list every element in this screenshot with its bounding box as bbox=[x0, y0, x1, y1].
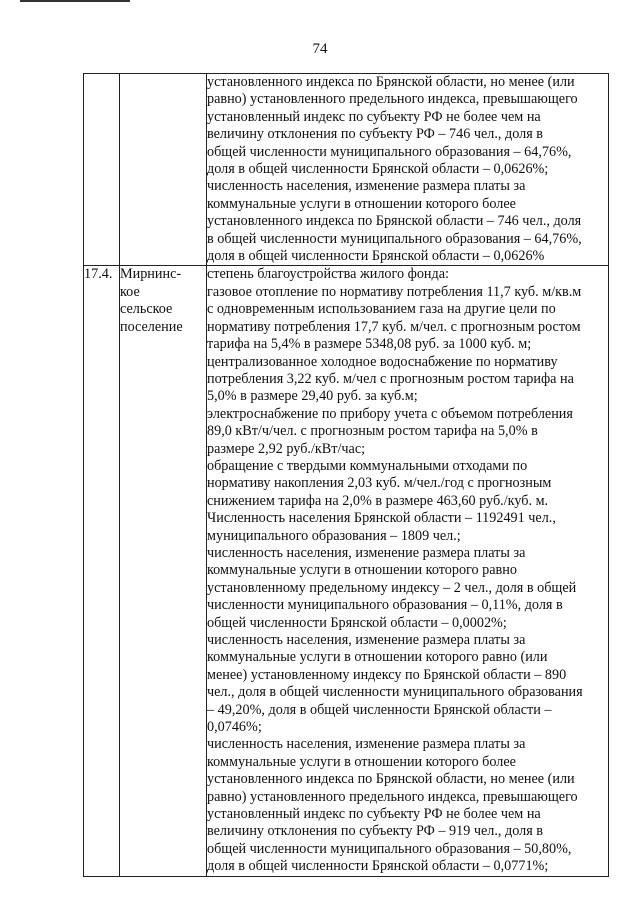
text-line: потребления 3,22 куб. м/чел с прогнозным ростом тарифа на bbox=[207, 370, 574, 387]
text-line: обращение с твердыми коммунальными отходами по bbox=[207, 457, 528, 474]
text-line: численность населения, изменение размера платы за bbox=[207, 178, 526, 195]
name-line: поселение bbox=[120, 318, 183, 335]
text-line: снижением тарифа на 2,0% в размере 463,60 руб./куб. м. bbox=[207, 492, 549, 509]
text-line: нормативу потребления 17,7 куб. м/чел. с прогнозным ростом bbox=[207, 318, 581, 335]
description-cell bbox=[207, 266, 609, 876]
name-line: Мирнинс- bbox=[120, 266, 182, 283]
scan-edge-mark bbox=[20, 0, 130, 2]
text-line: установленного индекса по Брянской области, но менее (или bbox=[207, 74, 575, 90]
text-line: численность населения, изменение размера платы за bbox=[207, 544, 526, 561]
text-line: газовое отопление по нормативу потребления 11,7 куб. м/кв.м bbox=[207, 283, 582, 300]
text-line: 0,0746%; bbox=[207, 719, 262, 736]
text-line: коммунальные услуги в отношении которого более bbox=[207, 753, 516, 770]
text-line: доля в общей численности Брянской области – 0,0626% bbox=[207, 248, 545, 265]
text-line: равно) установленного предельного индекса, превышающего bbox=[207, 91, 578, 108]
text-line: размере 2,92 руб./кВт/час; bbox=[207, 440, 366, 457]
text-line: с одновременным использованием газа на другие цели по bbox=[207, 301, 556, 318]
text-line: электроснабжение по прибору учета с объемом потребления bbox=[207, 405, 573, 422]
table-row bbox=[84, 266, 609, 876]
text-line: менее) установленному индексу по Брянской области – 890 bbox=[207, 666, 567, 683]
text-line: – 49,20%, доля в общей численности Брянской области – bbox=[207, 701, 552, 718]
text-line: нормативу накопления 2,03 куб. м/чел./год с прогнозным bbox=[207, 475, 552, 492]
text-line: коммунальные услуги в отношении которого более bbox=[207, 195, 516, 212]
row-number-cell bbox=[84, 74, 120, 266]
text-line: общей численности муниципального образования – 50,80%, bbox=[207, 840, 572, 857]
text-line: централизованное холодное водоснабжение по нормативу bbox=[207, 353, 558, 370]
text-line: Численность населения Брянской области – 1192491 чел., bbox=[207, 510, 556, 527]
text-line: общей численности Брянской области – 0,0002%; bbox=[207, 614, 507, 631]
text-line: равно) установленного предельного индекса, превышающего bbox=[207, 788, 578, 805]
text-line: доля в общей численности Брянской области – 0,0771%; bbox=[207, 858, 549, 875]
text-line: 5,0% в размере 29,40 руб. за куб.м; bbox=[207, 388, 418, 405]
text-line: установленный индекс по субъекту РФ не более чем на bbox=[207, 108, 541, 125]
table-row bbox=[84, 74, 609, 266]
text-line: тарифа на 5,4% в размере 5348,08 руб. за 1000 куб. м; bbox=[207, 336, 532, 353]
text-line: коммунальные услуги в отношении которого равно (или bbox=[207, 649, 548, 666]
text-line: 89,0 кВт/ч/чел. с прогнозным ростом тарифа на 5,0% в bbox=[207, 423, 538, 440]
name-line: сельское bbox=[120, 301, 173, 318]
text-line: величину отклонения по субъекту РФ – 919 чел., доля в bbox=[207, 823, 543, 840]
text-line: коммунальные услуги в отношении которого равно bbox=[207, 562, 517, 579]
municipality-name-cell bbox=[120, 74, 207, 266]
text-line: величину отклонения по субъекту РФ – 746 чел., доля в bbox=[207, 126, 543, 143]
text-line: численности муниципального образования – 0,11%, доля в bbox=[207, 597, 563, 614]
text-line: в общей численности муниципального образования – 64,76%, bbox=[207, 230, 582, 247]
text-line: доля в общей численности Брянской области – 0,0626%; bbox=[207, 161, 549, 178]
text-line: установленный индекс по субъекту РФ не более чем на bbox=[207, 806, 541, 823]
text-line: численность населения, изменение размера платы за bbox=[207, 736, 526, 753]
page-number: 74 bbox=[312, 41, 328, 57]
text-line: степень благоустройства жилого фонда: bbox=[207, 266, 449, 283]
row-number-cell: 17.4. bbox=[84, 266, 120, 876]
name-line: кое bbox=[120, 283, 140, 300]
text-line: установленному предельному индексу – 2 чел., доля в общей bbox=[207, 579, 577, 596]
municipality-name-cell bbox=[120, 266, 207, 876]
text-line: муниципального образования – 1809 чел.; bbox=[207, 527, 461, 544]
text-line: общей численности муниципального образования – 64,76%, bbox=[207, 143, 572, 160]
text-line: чел., доля в общей численности муниципального образования bbox=[207, 684, 583, 701]
text-line: установленного индекса по Брянской области, но менее (или bbox=[207, 771, 575, 788]
municipal-data-table bbox=[83, 73, 609, 877]
description-cell bbox=[207, 74, 609, 266]
text-line: установленного индекса по Брянской области – 746 чел., доля bbox=[207, 213, 582, 230]
text-line: численность населения, изменение размера платы за bbox=[207, 632, 526, 648]
